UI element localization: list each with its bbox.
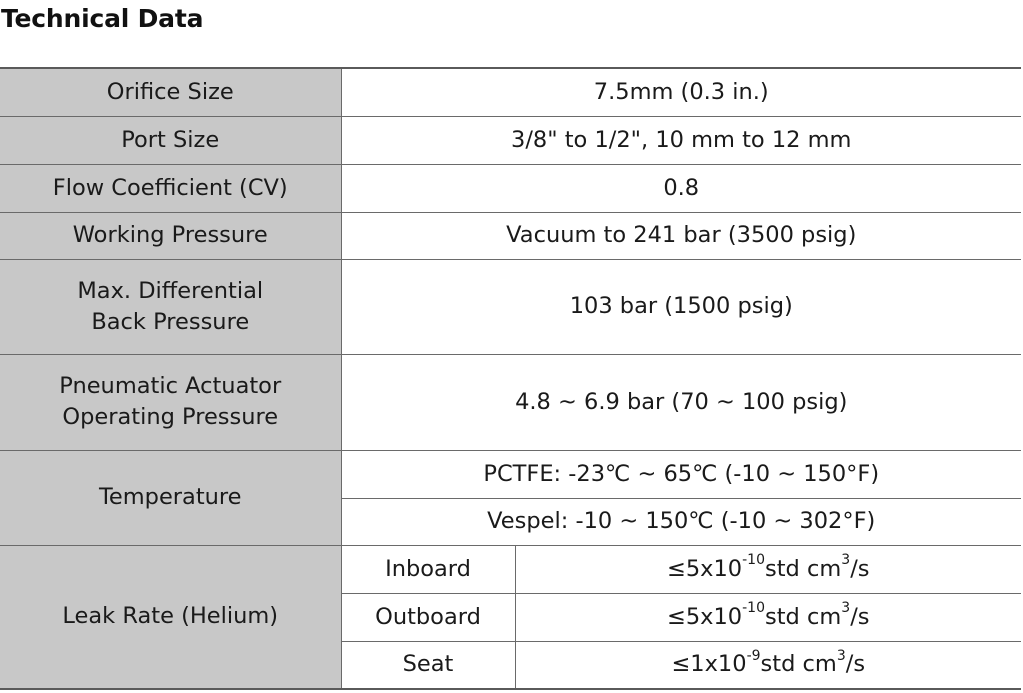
leak-outboard-exponent: -10 (742, 600, 765, 616)
back-pressure-value: 103 bar (1500 psig) (341, 259, 1021, 354)
table-row-temperature-pctfe (0, 450, 1021, 498)
leak-seat-unit: std cm (760, 651, 837, 678)
table-row-flow-coefficient (0, 164, 1021, 212)
table-row-orifice-size (0, 68, 1021, 116)
technical-data-table (0, 67, 1021, 690)
leak-seat-prefix: ≤1x10 (671, 651, 747, 678)
leak-inboard-label: Inboard (341, 545, 515, 593)
leak-outboard-unit: std cm (764, 603, 842, 630)
leak-outboard-label: Outboard (341, 593, 515, 641)
page-title: Technical Data (1, 4, 204, 33)
leak-outboard-prefix: ≤5x10 (666, 603, 743, 630)
leak-inboard-unit-exponent: 3 (841, 552, 851, 568)
table-row-actuator-pressure (0, 354, 1021, 450)
leak-outboard-value (515, 593, 1021, 641)
actuator-pressure-label (0, 354, 341, 450)
flow-coefficient-value: 0.8 (341, 164, 1021, 212)
working-pressure-label: Working Pressure (0, 212, 341, 259)
orifice-size-label: Orifice Size (0, 68, 341, 116)
actuator-pressure-label-line2: Operating Pressure (62, 404, 279, 430)
leak-inboard-unit: std cm (764, 555, 842, 582)
back-pressure-label-line1: Max. Differential (77, 277, 264, 304)
back-pressure-label (0, 259, 341, 354)
port-size-value: 3/8" to 1/2", 10 mm to 12 mm (341, 116, 1021, 164)
actuator-pressure-value: 4.8 ~ 6.9 bar (70 ~ 100 psig) (341, 354, 1021, 450)
working-pressure-value: Vacuum to 241 bar (3500 psig) (341, 212, 1021, 259)
table-row-leak-inboard (0, 545, 1021, 593)
leak-inboard-exponent: -10 (742, 552, 765, 568)
table-row-port-size (0, 116, 1021, 164)
leak-seat-label: Seat (341, 641, 515, 689)
leak-seat-value (515, 641, 1021, 689)
leak-seat-suffix: /s (845, 651, 866, 678)
leak-inboard-value (515, 545, 1021, 593)
leak-outboard-suffix: /s (850, 603, 870, 630)
leak-outboard-unit-exponent: 3 (841, 600, 851, 616)
actuator-pressure-label-line1: Pneumatic Actuator (59, 373, 282, 399)
leak-rate-label: Leak Rate (Helium) (0, 545, 341, 689)
back-pressure-label-line2: Back Pressure (91, 308, 250, 335)
leak-seat-exponent: -9 (746, 647, 761, 664)
flow-coefficient-label: Flow Coefficient (CV) (0, 164, 341, 212)
table-row-working-pressure (0, 212, 1021, 259)
temperature-pctfe-value: PCTFE: -23℃ ~ 65℃ (-10 ~ 150°F) (341, 450, 1021, 498)
table-row-back-pressure (0, 259, 1021, 354)
leak-inboard-suffix: /s (850, 555, 870, 582)
leak-seat-unit-exponent: 3 (836, 647, 846, 664)
orifice-size-value: 7.5mm (0.3 in.) (341, 68, 1021, 116)
temperature-label: Temperature (0, 450, 341, 545)
temperature-vespel-value: Vespel: -10 ~ 150℃ (-10 ~ 302°F) (341, 498, 1021, 545)
leak-inboard-prefix: ≤5x10 (666, 555, 743, 582)
port-size-label: Port Size (0, 116, 341, 164)
